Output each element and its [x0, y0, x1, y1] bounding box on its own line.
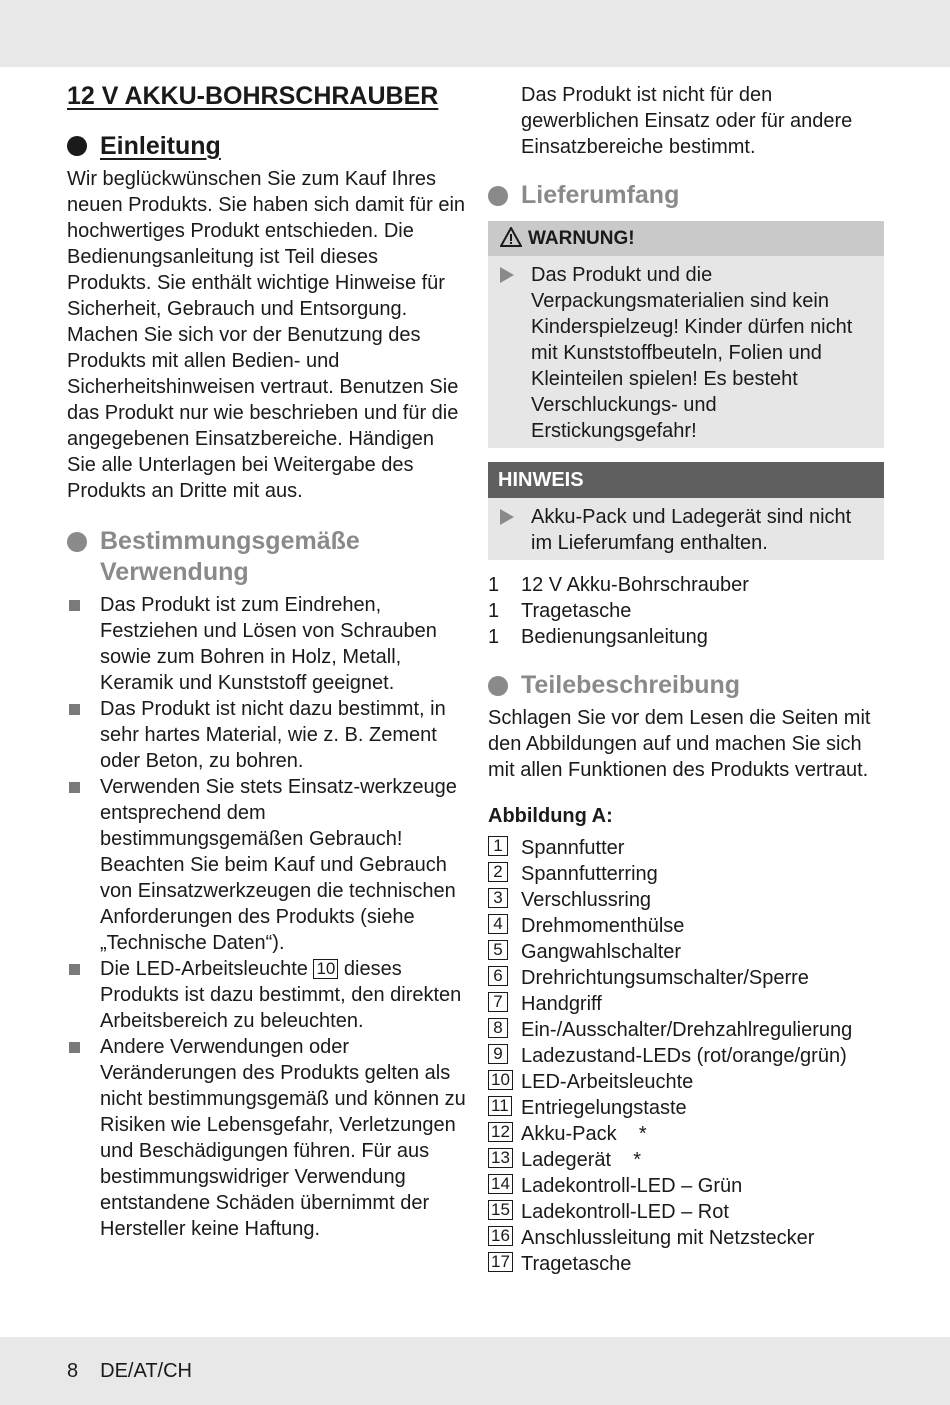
list-item: [67, 696, 467, 774]
bullet-dot-icon: [67, 136, 87, 156]
part-number-box: 9: [488, 1044, 508, 1064]
bullet-dot-icon: [67, 532, 87, 552]
item-name: 12 V Akku-Bohrschrauber: [521, 574, 749, 596]
arrow-right-icon: [500, 509, 514, 525]
bullet-dot-icon: [488, 186, 508, 206]
item-quantity: 1: [488, 574, 500, 596]
part-name: Drehmomenthülse: [521, 915, 685, 937]
bullet-dot-icon: [488, 676, 508, 696]
part-name: Ladekontroll-LED – Grün: [521, 1175, 743, 1197]
part-number-box: 10: [488, 1070, 513, 1090]
region-label: DE/AT/CH: [100, 1360, 192, 1382]
usage-list: [67, 592, 467, 1242]
part-number-box: 7: [488, 992, 508, 1012]
part-number-box: 13: [488, 1148, 513, 1168]
part-number-box: 1: [488, 836, 508, 856]
part-name: Entriegelungstaste: [521, 1097, 687, 1119]
part-name: Spannfutter: [521, 837, 625, 859]
parts-list: [488, 835, 884, 1277]
note-text: Akku-Pack und Ladegerät sind nicht im Lieferumfang enthalten.: [531, 506, 852, 554]
item-quantity: 1: [488, 626, 500, 648]
part-name: Akku-Pack *: [521, 1123, 647, 1145]
part-name: Ein-/Ausschalter/Drehzahlregulierung: [521, 1019, 853, 1041]
part-number-box: 15: [488, 1200, 513, 1220]
list-item-text: Das Produkt ist nicht dazu bestimmt, in sehr hartes Material, wie z. B. Zement oder Beton, zu bohren.: [100, 698, 446, 772]
warning-body: [488, 256, 884, 448]
page-footer: [67, 1358, 214, 1384]
list-item-text: Verwenden Sie stets Einsatz-werkzeuge entsprechend dem bestimmungsgemäßen Gebrauch! Beachten Sie beim Kauf und Gebrauch von Einsatzwerkzeugen die technischen Anforderungen des Produkts (siehe „Technische Daten“).: [100, 776, 457, 954]
square-bullet-icon: [69, 782, 80, 793]
part-number-box: 16: [488, 1226, 513, 1246]
warning-box: [488, 221, 884, 448]
usage-continued-text: Das Produkt ist nicht für den gewerblichen Einsatz oder für andere Einsatzbereiche bestimmt.: [521, 84, 853, 158]
list-item: [488, 1199, 884, 1225]
section-heading-parts: [488, 670, 884, 701]
list-item: [488, 835, 884, 861]
section-heading-usage: [67, 526, 467, 588]
list-item: [488, 1043, 884, 1069]
section-heading-text: Teilebeschreibung: [521, 671, 741, 699]
part-name: Ladekontroll-LED – Rot: [521, 1201, 729, 1223]
part-name: Gangwahlschalter: [521, 941, 682, 963]
list-item: [67, 774, 467, 956]
part-number-box: 11: [488, 1096, 512, 1116]
note-header: HINWEIS: [488, 462, 884, 498]
square-bullet-icon: [69, 964, 80, 975]
list-item-text: Das Produkt ist zum Eindrehen, Festziehen und Lösen von Schrauben sowie zum Bohren in Holz, Metall, Keramik und Kunststoff geeignet.: [100, 594, 437, 694]
warning-header: [488, 221, 884, 256]
part-number-box: 17: [488, 1252, 513, 1272]
left-column: [67, 80, 467, 1242]
top-band: [0, 0, 950, 67]
list-item: [488, 572, 884, 598]
parts-intro-text: Schlagen Sie vor dem Lesen die Seiten mit den Abbildungen auf und machen Sie sich mit allen Funktionen des Produkts vertraut.: [488, 707, 871, 781]
square-bullet-icon: [69, 704, 80, 715]
list-item: [488, 1147, 884, 1173]
part-number-box: 2: [488, 862, 508, 882]
part-number-box: 12: [488, 1122, 513, 1142]
part-number-box: 8: [488, 1018, 508, 1038]
part-number-box: 3: [488, 888, 508, 908]
section-heading-line1: Bestimmungsgemäße: [100, 527, 360, 555]
note-body: [488, 498, 884, 560]
part-name: LED-Arbeitsleuchte: [521, 1071, 694, 1093]
part-name: Ladezustand-LEDs (rot/orange/grün): [521, 1045, 847, 1067]
list-item: [488, 861, 884, 887]
list-item: [67, 592, 467, 696]
list-item: [67, 956, 467, 1034]
section-heading-text: Einleitung: [100, 132, 221, 160]
note-box: [488, 462, 884, 560]
section-heading-line2: Verwendung: [100, 558, 249, 586]
list-item: [488, 598, 884, 624]
list-item: [488, 1121, 884, 1147]
part-number-box: 6: [488, 966, 508, 986]
arrow-right-icon: [500, 267, 514, 283]
delivery-list: [488, 572, 884, 650]
part-name: Tragetasche: [521, 1253, 632, 1275]
list-item: [488, 1225, 884, 1251]
list-item-text: Die LED-Arbeitsleuchte: [100, 958, 308, 980]
part-name: Anschlussleitung mit Netzstecker: [521, 1227, 815, 1249]
list-item: [488, 624, 884, 650]
list-item: [488, 913, 884, 939]
list-item-text: dieses Produkts ist dazu bestimmt, den direkten Arbeitsbereich zu beleuchten.: [100, 958, 462, 1032]
part-number-box: 4: [488, 914, 508, 934]
square-bullet-icon: [69, 600, 80, 611]
section-heading-delivery: [488, 180, 884, 211]
part-name: Handgriff: [521, 993, 602, 1015]
list-item: [67, 1034, 467, 1242]
list-item: [488, 1069, 884, 1095]
square-bullet-icon: [69, 1042, 80, 1053]
list-item: [488, 1173, 884, 1199]
section-heading-text: Lieferumfang: [521, 181, 680, 209]
warning-triangle-icon: [500, 227, 522, 247]
list-item: [488, 1095, 884, 1121]
list-item: [488, 1251, 884, 1277]
list-item: [488, 939, 884, 965]
right-column: [488, 82, 884, 1277]
list-item: [488, 965, 884, 991]
item-quantity: 1: [488, 600, 500, 622]
item-name: Bedienungsanleitung: [521, 626, 708, 648]
page-title: 12 V AKKU-BOHRSCHRAUBER: [67, 82, 439, 110]
item-name: Tragetasche: [521, 600, 632, 622]
part-name: Verschlussring: [521, 889, 652, 911]
part-name: Ladegerät *: [521, 1149, 642, 1171]
list-item-text: Andere Verwendungen oder Veränderungen des Produkts gelten als nicht bestimmungsgemäß und können zu Risiken wie Lebensgefahr, Verletzungen und Beschädigungen führen. Für aus bestimmungswidriger Verwendung entstandene Schäden übernimmt der Hersteller keine Haftung.: [100, 1036, 466, 1240]
part-number-box: 14: [488, 1174, 513, 1194]
list-item: [488, 991, 884, 1017]
part-number-box: 5: [488, 940, 508, 960]
part-name: Spannfutterring: [521, 863, 658, 885]
page-number: 8: [67, 1360, 79, 1382]
part-name: Drehrichtungsumschalter/Sperre: [521, 967, 809, 989]
warning-label: WARNUNG!: [528, 228, 635, 249]
section-heading-intro: [67, 130, 467, 162]
list-item: [488, 1017, 884, 1043]
figure-label: Abbildung A:: [488, 805, 613, 827]
list-item: [488, 887, 884, 913]
intro-text: Wir beglückwünschen Sie zum Kauf Ihres neuen Produkts. Sie haben sich damit für ein hochwertiges Produkt entschieden. Die Bedienungsanleitung ist Teil dieses Produkts. Sie enthält wichtige Hinweise für Sicherheit, Gebrauch und Entsorgung. Machen Sie sich vor der Benutzung des Produkts mit allen Bedien- und Sicherheitshinweisen vertraut. Benutzen Sie das Produkt nur wie beschrieben und für die angegebenen Einsatzbereiche. Händigen Sie alle Unterlagen bei Weitergabe des Produkts an Dritte mit aus.: [67, 168, 466, 502]
warning-text: Das Produkt und die Verpackungsmaterialien sind kein Kinderspielzeug! Kinder dürfen nicht mit Kunststoffbeuteln, Folien und Kleinteilen spielen! Es besteht Verschluckungs- und Erstickungsgefahr!: [531, 264, 853, 442]
part-reference-box: 10: [313, 959, 338, 979]
